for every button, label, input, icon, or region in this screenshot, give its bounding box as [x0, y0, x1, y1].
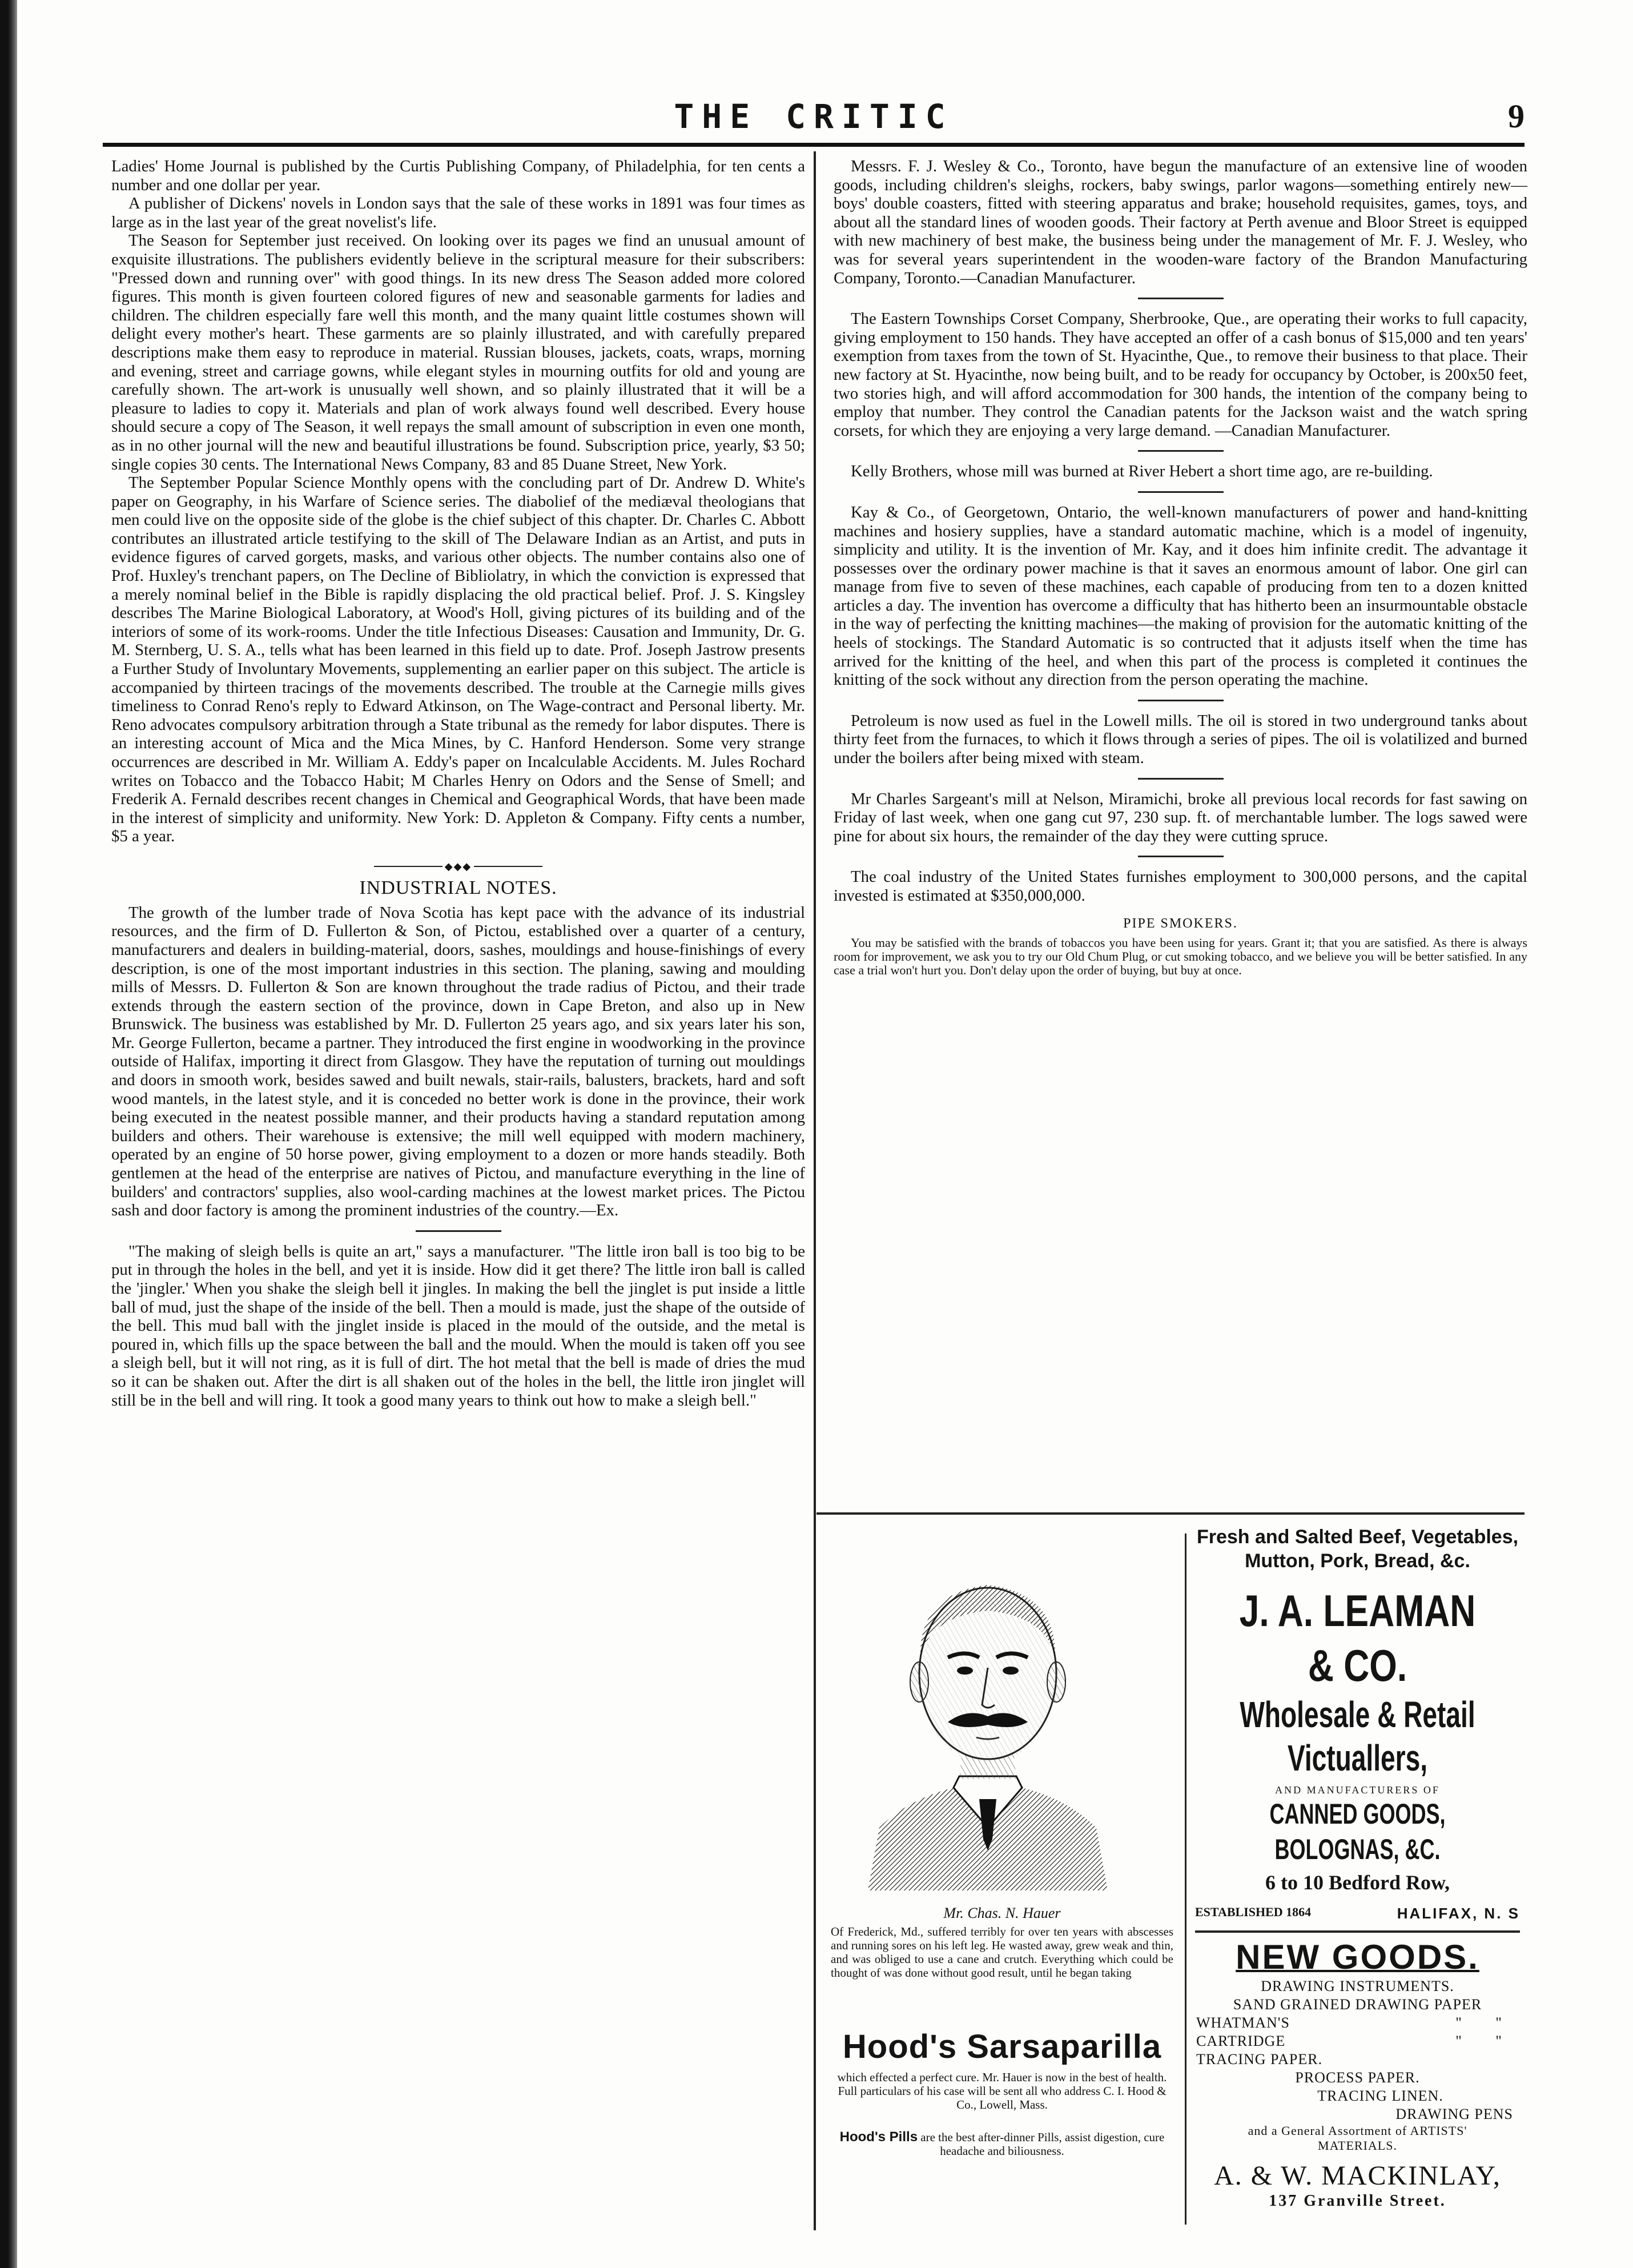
ditto-mark: " — [1495, 2014, 1502, 2031]
item-separator — [1138, 778, 1224, 780]
right-column — [834, 157, 1527, 977]
review-paragraph: The September Popular Science Monthly opens with the concluding part of Dr. Andrew D. White's paper on Geography, in his Warfare of Science series. The diabolief of the mediæval theologians that men could live on the opposite side of the globe is the chief subject of this chapter. Dr. Charles C. Abbott contributes an illustrated article testifying to the skill of The Delaware Indian as an Artist, and puts in evidence figures of carved gorgets, masks, and various other objects. The number contains also one of Prof. Huxley's trenchant papers, on The Decline of Bibliolatry, in which the conviction is expressed that a merely nominal belief in the Bible is rapidly displacing the old practical belief. Prof. J. S. Kingsley describes The Marine Biological Laboratory, at Wood's Holl, giving pictures of its building and of the interiors of some of its work-rooms. Under the title Infectious Diseases: Causation and Immunity, Dr. G. M. Sternberg, U. S. A., tells what has been learned in this field up to date. Prof. Joseph Jastrow presents a Further Study of Involuntary Movements, supplementing an earlier paper on this subject. The article is accompanied by thirteen tracings of the movements described. The trouble at the Carnegie mills gives timeliness to Conrad Reno's reply to Edward Atkinson, on The Wage-contract and Personal liberty. Mr. Reno advocates compulsory arbitration through a State tribunal as the remedy for labor disputes. There is an interesting account of Mica and the Mica Mines, by C. Hanford Henderson. Some very strange occurrences are described in Mr. William A. Eddy's paper on Incalculable Accidents. M. Jules Rochard writes on Tobacco and the Tobacco Habit; M Charles Henry on Odors and the Sense of Smell; and Frederik A. Fernald describes recent changes in Chemical and Geographical Words, that have been made in the interest of simplicity and uniformity. New York: D. Appleton & Company. Fifty cents a number, $5 a year. — [111, 473, 805, 846]
goods-item: SAND GRAINED DRAWING PAPER — [1233, 1996, 1482, 2013]
testimonial-closing: which effected a perfect cure. Mr. Hauer is now in the best of health. Full particulars of his case will be sent all who address C. I. Hood & Co., Lowell, Mass. — [837, 2070, 1167, 2112]
pipe-smokers-text: You may be satisfied with the brands of tobaccos you have been using for years. Grant it; that you are satisfied. As there is always room for improvement, we ask you to try our Old Chum Plug, or cut smoking tobacco, and we believe you will be better satisfied. In any case a trial won't hurt you. Don't delay upon the order of buying, but buy at once. — [834, 936, 1527, 978]
hoods-pills-line — [831, 2130, 1173, 2158]
note-paragraph: Kelly Brothers, whose mill was burned at River Hebert a short time ago, are re-building. — [851, 462, 1433, 481]
goods-item: TRACING PAPER. — [1196, 2051, 1323, 2068]
hoods-pills-name: Hood's Pills — [839, 2129, 918, 2145]
note-paragraph: Messrs. F. J. Wesley & Co., Toronto, have begun the manufacture of an extensive line of wooden goods, including children's sleighs, rockers, baby swings, parlor wagons—something entirely new—boys' double coasters, fitted with steering apparatus and brake; household requisites, games, toys, and about all the standard lines of wooden goods. Their factory at Perth avenue and Bloor Street is equipped with new machinery of best make, the business being under the management of Mr. F. J. Wesley, who was for several years superintendent in the wooden-ware factory of the Brandon Manufacturing Company, Toronto.—Canadian Manufacturer. — [834, 157, 1527, 287]
goods-item-row — [1190, 2032, 1525, 2050]
leaman-trade-line: Wholesale & Retail Victuallers, — [1240, 1694, 1475, 1779]
goods-item: WHATMAN'S — [1196, 2014, 1290, 2031]
goods-item: DRAWING PENS — [1395, 2106, 1513, 2122]
leaman-products-line1: Fresh and Salted Beef, Vegetables, — [1196, 1526, 1519, 1548]
note-paragraph: Petroleum is now used as fuel in the Lowell mills. The oil is stored in two underground tanks about thirty feet from the furnaces, to which it flows through a series of pipes. The oil is volatilized and burned under the boilers after being mixed with steam. — [834, 711, 1527, 768]
hoods-pills-text: are the best after-dinner Pills, assist digestion, cure headache and biliousness. — [920, 2130, 1165, 2158]
goods-item: TRACING LINEN. — [1317, 2088, 1443, 2104]
item-separator — [1138, 856, 1224, 857]
goods-assortment: and a General Assortment of ARTISTS' MATERIALS. — [1248, 2124, 1467, 2153]
leaman-address: 6 to 10 Bedford Row, — [1265, 1871, 1450, 1894]
ditto-mark: " — [1495, 2033, 1502, 2049]
leaman-manufacturers-line: AND MANUFACTURERS OF — [1275, 1784, 1440, 1796]
goods-item-row — [1190, 2050, 1525, 2069]
portrait-engraving — [856, 1531, 1119, 1890]
ditto-mark: " — [1455, 2033, 1462, 2049]
advertisements-rule — [816, 1512, 1525, 1515]
leaman-established: ESTABLISHED 1864 — [1195, 1905, 1312, 1919]
goods-item: CARTRIDGE — [1196, 2033, 1286, 2049]
goods-item: DRAWING INSTRUMENTS. — [1261, 1978, 1454, 1994]
leaman-ad — [1190, 1525, 1525, 1922]
note-paragraph: The Eastern Townships Corset Company, Sherbrooke, Que., are operating their works to full capacity, giving employment to 150 hands. They have accepted an offer of a cash bonus of $15,000 and ten years' exemption from taxes from the town of St. Hyacinthe, Que., to remove their business to that place. Their new factory at St. Hyacinthe, now being built, and to be ready for occupancy by October, is 200x50 feet, two stories high, and will afford accommodation for 300 hands, the intention of the company being to employ that number. They control the Canadian patents for the Jackson waist and the watch spring corsets, for which they are enjoying a very large demand. —Canadian Manufacturer. — [834, 310, 1527, 440]
goods-item: PROCESS PAPER. — [1295, 2069, 1420, 2086]
column-divider — [814, 151, 816, 2230]
mackinlay-ad — [1190, 1937, 1525, 2210]
leaman-products-line2: Mutton, Pork, Bread, &c. — [1245, 1550, 1470, 1572]
ad-separator — [1195, 1930, 1520, 1933]
industrial-paragraph: The growth of the lumber trade of Nova Scotia has kept pace with the advance of its industrial resources, and the firm of D. Fullerton & Son, of Pictou, established over a quarter of a century, manufacturers and dealers in building-material, doors, sashes, mouldings and house-finishings of every description, is one of the most important industries in this section. The planing, sawing and moulding mills of Messrs. D. Fullerton & Son are known throughout the trade radius of Pictou, and their trade extends through the eastern section of the province, down in Cape Breton, and also up in New Brunswick. The business was established by Mr. D. Fullerton 25 years ago, and six years later his son, Mr. George Fullerton, became a partner. They introduced the first engine in woodworking in the province outside of Halifax, importing it direct from Glasgow. They have the reputation of turning out mouldings and doors in smooth work, besides sawed and built newals, stair-rails, balusters, brackets, hard and soft wood mantels, in the latest style, and it is conceded no better work is done in the province, their work being executed in the neatest possible manner, and their products having a standard reputation among builders and others. Their warehouse is extensive; the mill well equipped with modern machinery, operated by an engine of 50 horse power, giving employment to a dozen or more hands steadily. Both gentlemen at the head of the enterprise are natives of Pictou, and manufacture everything in the line of builders' and contractors' supplies, also wool-carding machines at the lowest market prices. The Pictou sash and door factory is among the prominent industries of the country.—Ex. — [111, 903, 805, 1220]
item-separator — [1138, 491, 1224, 493]
leaman-company-name: J. A. LEAMAN & CO. — [1239, 1585, 1476, 1691]
item-separator — [1138, 450, 1224, 452]
hoods-sarsaparilla-ad — [825, 1519, 1179, 2227]
testimonial-paragraph: Of Frederick, Md., suffered terribly for over ten years with abscesses and running sores on his left leg. He wasted away, grew weak and thin, and was obliged to use a cane and crutch. Everything which could be thought of was done without good result, until he began taking — [831, 1925, 1173, 1980]
pipe-smokers-heading: PIPE SMOKERS. — [1123, 916, 1238, 931]
item-separator — [1138, 700, 1224, 701]
new-goods-heading: NEW GOODS. — [1236, 1938, 1479, 1976]
note-paragraph: The coal industry of the United States furnishes employment to 300,000 persons, and the capital invested is estimated at $350,000,000. — [834, 868, 1527, 905]
leaman-goods-line: CANNED GOODS, BOLOGNAS, &C. — [1269, 1798, 1446, 1865]
note-paragraph: Mr Charles Sargeant's mill at Nelson, Miramichi, broke all previous local records for fast sawing on Friday of last week, when one gang cut 97, 230 sup. ft. of merchantable lumber. The logs sawed were pine for about six hours, the remainder of the day they were cutting spruce. — [834, 789, 1527, 845]
review-paragraph: Ladies' Home Journal is published by the Curtis Publishing Company, of Philadelphia, for ten cents a number and one dollar per year. — [111, 157, 805, 194]
review-paragraph: A publisher of Dickens' novels in London says that the sale of these works in 1891 was four times as large as in the last year of the great novelist's life. — [111, 194, 805, 231]
masthead-title: THE CRITIC — [674, 97, 954, 136]
portrait-caption: Mr. Chas. N. Hauer — [943, 1905, 1061, 1921]
review-paragraph: The Season for September just received. On looking over its pages we find an unusual amount of exquisite illustrations. The publishers evidently believe in the scriptural measure for their subscribers: "Pressed down and running over" with good things. In its new dress The Season added more colored figures. This month is given fourteen colored figures of new and seasonable garments for ladies and children. The children especially fare well this month, and the many quaint little costumes shown will delight every mother's heart. These garments are so plainly illustrated, and with carefully prepared descriptions make them easy to reproduce in material. Russian blouses, jackets, coats, wraps, morning and evening, street and carriage gowns, while elegant styles in mourning outfits for old and young are carefully shown. The art-work is unusually well shown, and so plainly illustrated that it will be a pleasure to ladies to copy it. Materials and plan of work always found well described. Every house should secure a copy of The Season, it well repays the small amount of subscription in even one month, as in no other journal will the new and beautiful illustrations be found. Subscription price, yearly, $3 50; single copies 30 cents. The International News Company, 83 and 85 Duane Street, New York. — [111, 231, 805, 473]
testimonial-text — [831, 1925, 1173, 1980]
header-rule — [103, 143, 1525, 147]
hoods-brand-name: Hood's Sarsaparilla — [842, 2028, 1162, 2065]
leaman-footer — [1190, 1905, 1525, 1922]
goods-item-row — [1190, 2014, 1525, 2032]
industrial-notes-heading: INDUSTRIAL NOTES. — [359, 877, 557, 899]
industrial-paragraph: "The making of sleigh bells is quite an art," says a manufacturer. "The little iron ball is too big to be put in through the holes in the bell, and yet it is inside. How did it get there? The little iron ball is called the 'jingler.' When you shake the sleigh bell it jingles. In making the bell the jinglet is put inside a little ball of mud, just the shape of the inside of the bell. Then a mould is made, just the shape of the outside of the bell. This mud ball with the jinglet inside is placed in the mould of the outside, and the metal is poured in, which fills up the space between the ball and the mould. When the mould is taken off you see a sleigh bell, but it will not ring, as it is full of dirt. The hot metal that the bell is made of dries the mud so it can be shaken out. After the dirt is all shaken out of the holes in the bell, the little iron jinglet will still be in the bell and will ring. It took a good many years to think out how to make a sleigh bell." — [111, 1242, 805, 1410]
mackinlay-address: 137 Granville Street. — [1269, 2192, 1446, 2210]
section-ornament: ◆◆◆ — [111, 856, 805, 876]
note-paragraph: Kay & Co., of Georgetown, Ontario, the well-known manufacturers of power and hand-knitting machines and hosiery supplies, have a standard automatic machine, which is a model of ingenuity, simplicity and utility. It is the invention of Mr. Kay, and it does him infinite credit. The advantage it possesses over the ordinary power machine is that it saves an enormous amount of labor. One girl can manage from five to seven of these machines, each capable of producing from ten to a dozen knitted articles a day. The invention has overcome a difficulty that has hitherto been an insurmountable obstacle in the way of perfecting the knitting machines—the making of provision for the automatic knitting of the heels of stockings. The Standard Automatic is so contructed that it adjusts itself when the time has arrived for the knitting of the heel, and when this part of the process is completed it continues the knitting of the sock without any direction from the person operating the machine. — [834, 503, 1527, 689]
right-advertisements — [1190, 1525, 1525, 2210]
page-number: 9 — [1508, 98, 1525, 135]
page-header — [103, 97, 1525, 143]
left-column — [111, 157, 805, 1410]
ad-divider — [1185, 1534, 1186, 2225]
item-separator — [1138, 298, 1224, 299]
binding-edge — [0, 0, 17, 2268]
leaman-city: HALIFAX, N. S — [1397, 1905, 1520, 1922]
mackinlay-name: A. & W. MACKINLAY, — [1214, 2161, 1501, 2191]
ditto-mark: " — [1455, 2014, 1462, 2031]
item-separator — [416, 1230, 501, 1232]
